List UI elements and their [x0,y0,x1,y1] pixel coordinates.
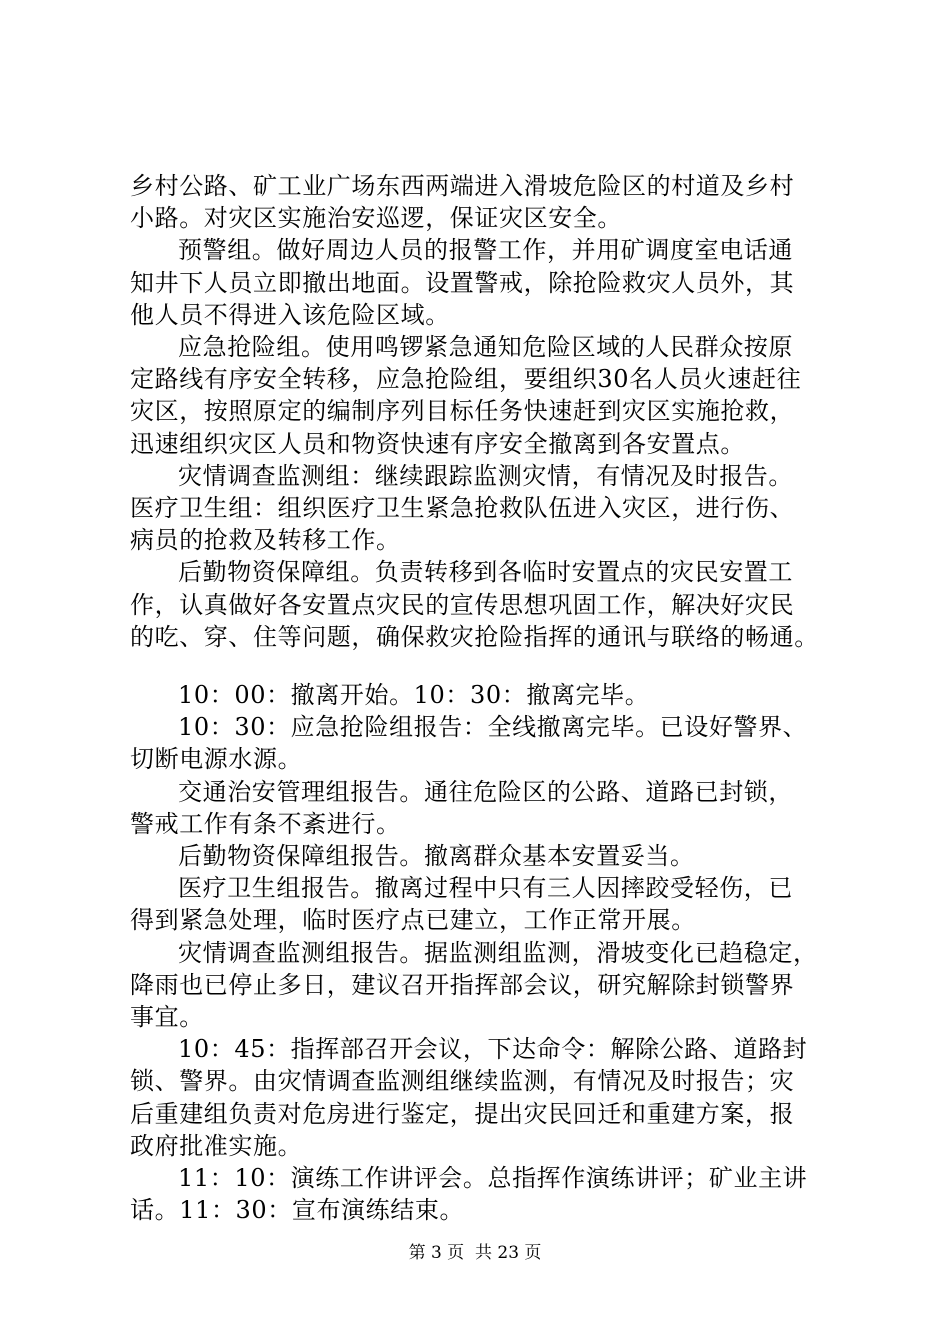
paragraph-line: 灾情调查监测组报告。据监测组监测，滑坡变化已趋稳定， [178,938,818,967]
paragraph-line: 定路线有序安全转移，应急抢险组，要组织30名人员火速赶往 [130,365,802,394]
paragraph-line: 乡村公路、矿工业广场东西两端进入滑坡危险区的村道及乡村 [130,172,795,200]
paragraph-line: 迅速组织灾区人员和物资快速有序安全撤离到各安置点。 [130,429,745,458]
document-body [130,170,854,1227]
paragraph-line: 政府批准实施。 [130,1131,303,1160]
paragraph-line: 切断电源水源。 [130,745,303,774]
page-footer: 第 3 页 共 23 页 [408,1243,542,1263]
paragraph-line: 话。11：30：宣布演练结束。 [130,1196,465,1225]
paragraph-line: 小路。对灾区实施治安巡逻，保证灾区安全。 [130,204,622,233]
paragraph-line: 降雨也已停止多日，建议召开指挥部会议，研究解除封锁警界 [130,970,795,999]
paragraph-line: 后勤物资保障组。负责转移到各临时安置点的灾民安置工 [178,558,793,587]
paragraph-line: 10：30：应急抢险组报告：全线撤离完毕。已设好警界、 [178,713,808,742]
paragraph-line: 11：10：演练工作讲评会。总指挥作演练讲评；矿业主讲 [178,1164,808,1193]
paragraph-line: 交通治安管理组报告。通往危险区的公路、道路已封锁， [178,777,793,806]
paragraph-line: 后重建组负责对危房进行鉴定，提出灾民回迁和重建方案，报 [130,1099,795,1128]
paragraph-line: 医疗卫生组：组织医疗卫生紧急抢救队伍进入灾区，进行伤、 [130,494,795,523]
paragraph-line: 医疗卫生组报告。撤离过程中只有三人因摔跤受轻伤，已 [178,874,793,903]
paragraph-line: 应急抢险组。使用鸣锣紧急通知危险区域的人民群众按原 [178,333,793,362]
paragraph-line: 10：00：撤离开始。10：30：撤离完毕。 [178,681,650,710]
paragraph-line: 10：45：指挥部召开会议，下达命令：解除公路、道路封 [178,1035,808,1064]
paragraph-line: 的吃、穿、住等问题，确保救灾抢险指挥的通讯与联络的畅通。 [130,622,819,651]
paragraph-line: 得到紧急处理，临时医疗点已建立，工作正常开展。 [130,906,696,935]
paragraph-line: 病员的抢救及转移工作。 [130,526,401,555]
paragraph-line: 作，认真做好各安置点灾民的宣传思想巩固工作，解决好灾民 [130,590,795,619]
paragraph-line: 警戒工作有条不紊进行。 [130,809,401,838]
paragraph-line: 预警组。做好周边人员的报警工作，并用矿调度室电话通 [178,236,793,265]
paragraph-line: 他人员不得进入该危险区域。 [130,300,450,329]
paragraph-line: 后勤物资保障组报告。撤离群众基本安置妥当。 [178,842,695,871]
paragraph-line: 知井下人员立即撤出地面。设置警戒，除抢险救灾人员外，其 [130,268,795,297]
paragraph-line: 事宜。 [130,1003,204,1032]
paragraph-line: 灾情调查监测组：继续跟踪监测灾情，有情况及时报告。 [178,461,793,490]
paragraph-line: 灾区，按照原定的编制序列目标任务快速赶到灾区实施抢救， [130,397,795,426]
paragraph-line: 锁、警界。由灾情调查监测组继续监测，有情况及时报告；灾 [130,1067,795,1096]
